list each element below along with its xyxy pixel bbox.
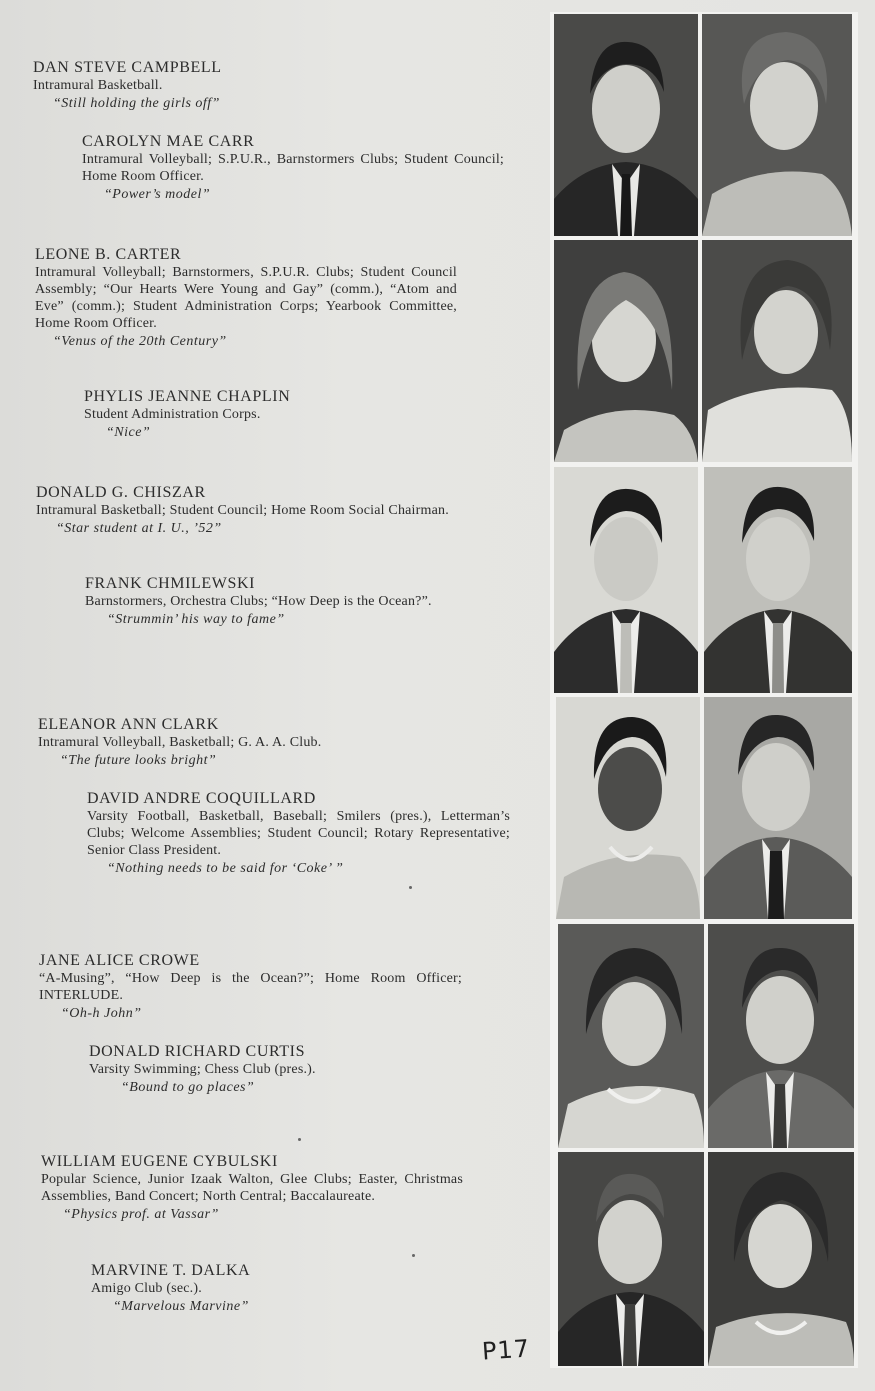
- entry-jane-crowe: [39, 951, 462, 1023]
- student-name: DONALD G. CHISZAR: [36, 484, 206, 501]
- portrait-david-coquillard: [704, 697, 852, 919]
- portrait-donald-chiszar: [554, 467, 698, 693]
- entry-carolyn-carr: [82, 132, 504, 204]
- student-activities: Intramural Volleyball, Basketball; G. A. A. Club.: [38, 735, 322, 750]
- student-name: WILLIAM EUGENE CYBULSKI: [41, 1153, 278, 1170]
- student-activities: Varsity Football, Basketball, Baseball; Smilers (pres.), Letterman’s Clubs; Welcome Assemblies; Student Council; Rotary Representative; Senior Class President.: [87, 809, 510, 858]
- student-quote: “Bound to go places”: [121, 1080, 255, 1095]
- entry-donald-chiszar: [36, 483, 458, 538]
- entry-marvine-dalka: [91, 1261, 471, 1316]
- entry-eleanor-clark: [38, 715, 458, 770]
- student-name: LEONE B. CARTER: [35, 246, 182, 263]
- portrait-william-cybulski: [558, 1152, 704, 1366]
- student-name: ELEANOR ANN CLARK: [38, 716, 219, 733]
- student-name: DAVID ANDRE COQUILLARD: [87, 790, 316, 807]
- entry-david-coquillard: [87, 789, 510, 878]
- student-quote: “Marvelous Marvine”: [113, 1299, 249, 1314]
- student-name: JANE ALICE CROWE: [39, 952, 200, 969]
- student-quote: “Physics prof. at Vassar”: [63, 1207, 219, 1222]
- student-activities: Intramural Basketball; Student Council; Home Room Social Chairman.: [36, 503, 449, 518]
- student-quote: “Strummin’ his way to fame”: [107, 612, 285, 627]
- portrait-phylis-chaplin: [702, 240, 852, 462]
- portrait-marvine-dalka: [708, 1152, 854, 1366]
- entry-donald-curtis: [89, 1042, 469, 1097]
- student-name: MARVINE T. DALKA: [91, 1262, 251, 1279]
- portrait-jane-crowe: [558, 924, 704, 1148]
- portrait-leone-carter: [554, 240, 698, 462]
- portrait-frank-chmilewski: [704, 467, 852, 693]
- student-activities: Barnstormers, Orchestra Clubs; “How Deep is the Ocean?”.: [85, 594, 432, 609]
- student-name: DONALD RICHARD CURTIS: [89, 1043, 306, 1060]
- portrait-grid: [550, 12, 858, 1368]
- student-quote: “Nice”: [106, 425, 151, 440]
- student-quote: “Still holding the girls off”: [53, 96, 220, 111]
- handwritten-page-number: P17: [481, 1334, 531, 1366]
- student-quote: “Power’s model”: [104, 187, 211, 202]
- print-speck: [409, 886, 412, 889]
- portrait-eleanor-clark: [556, 697, 700, 919]
- student-quote: “Nothing needs to be said for ‘Coke’ ”: [107, 861, 344, 876]
- student-activities: Student Administration Corps.: [84, 407, 261, 422]
- portrait-carolyn-carr: [702, 14, 852, 236]
- student-activities: Varsity Swimming; Chess Club (pres.).: [89, 1062, 316, 1077]
- entry-leone-carter: [35, 245, 457, 351]
- print-speck: [298, 1138, 301, 1141]
- student-quote: “Venus of the 20th Century”: [53, 334, 227, 349]
- student-activities: Intramural Volleyball; Barnstormers, S.P.U.R. Clubs; Student Council Assembly; “Our Hearts Were Young and Gay” (comm.), “Atom and Eve” (comm.); Student Administration Corps; Yearbook Committee, Home Room Officer.: [35, 265, 457, 331]
- student-quote: “The future looks bright”: [60, 753, 217, 768]
- student-quote: “Oh-h John”: [61, 1006, 142, 1021]
- student-name: FRANK CHMILEWSKI: [85, 575, 256, 592]
- student-quote: “Star student at I. U., ’52”: [56, 521, 222, 536]
- entry-phylis-chaplin: [84, 387, 464, 442]
- student-activities: Intramural Volleyball; S.P.U.R., Barnstormers Clubs; Student Council; Home Room Officer.: [82, 152, 504, 184]
- entry-william-cybulski: [41, 1152, 463, 1224]
- entry-dan-campbell: [33, 58, 463, 113]
- print-speck: [412, 1254, 415, 1257]
- student-name: PHYLIS JEANNE CHAPLIN: [84, 388, 291, 405]
- student-name: CAROLYN MAE CARR: [82, 133, 255, 150]
- student-activities: Popular Science, Junior Izaak Walton, Glee Clubs; Easter, Christmas Assemblies, Band Concert; North Central; Baccalaureate.: [41, 1172, 463, 1204]
- student-name: DAN STEVE CAMPBELL: [33, 59, 222, 76]
- entry-frank-chmilewski: [85, 574, 508, 629]
- portrait-donald-curtis: [708, 924, 854, 1148]
- student-activities: Intramural Basketball.: [33, 78, 163, 93]
- student-activities: “A-Musing”, “How Deep is the Ocean?”; Home Room Officer; INTERLUDE.: [39, 971, 462, 1003]
- portrait-dan-campbell: [554, 14, 698, 236]
- student-activities: Amigo Club (sec.).: [91, 1281, 202, 1296]
